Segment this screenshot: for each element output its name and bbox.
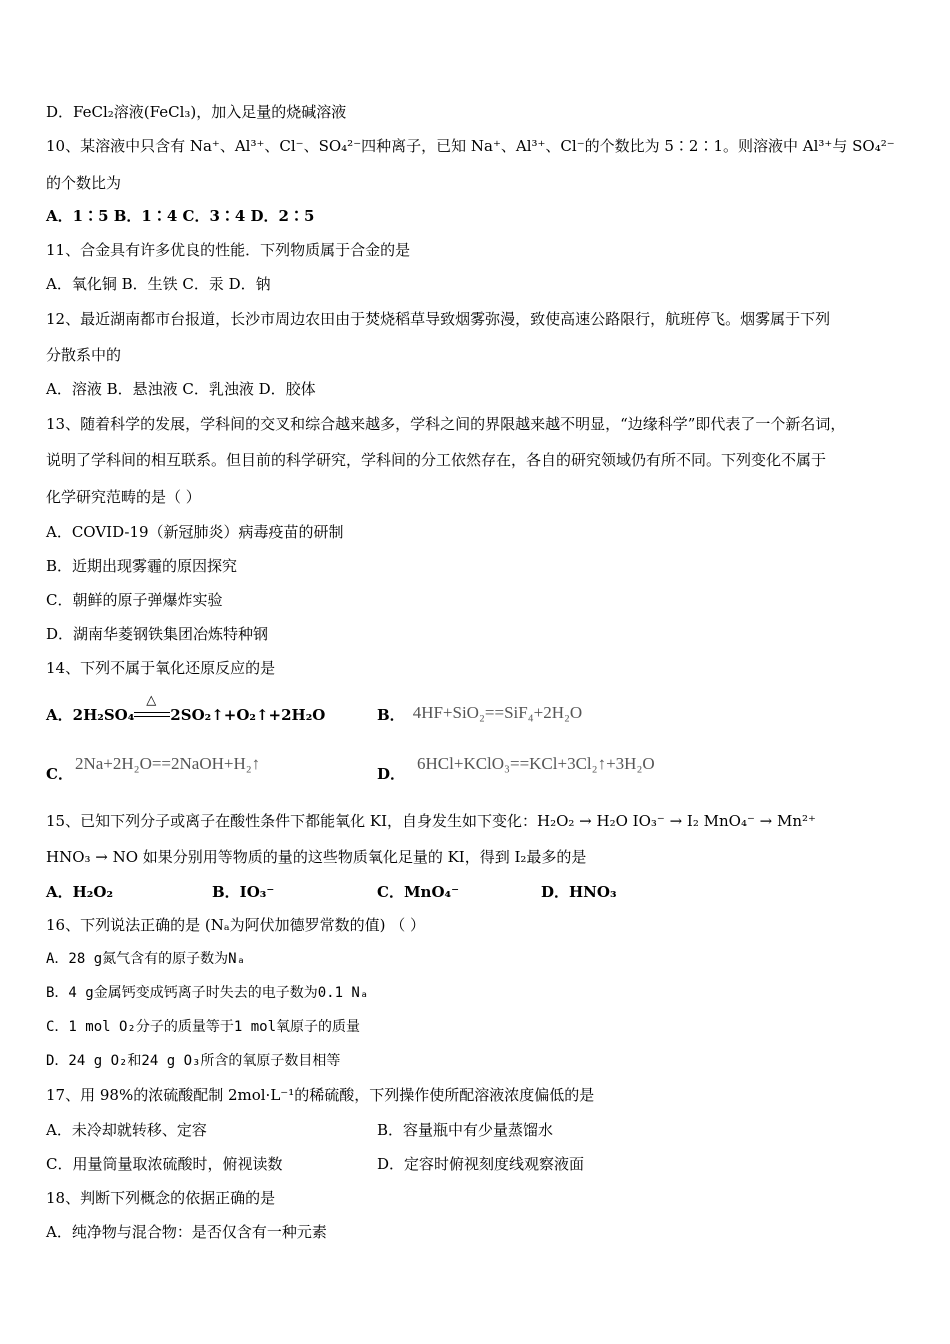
q17-option-d: D．定容时俯视刻度线观察液面 xyxy=(377,1155,585,1173)
q14-option-b xyxy=(377,705,582,725)
q14-option-b-label: B． xyxy=(377,706,405,724)
q13-stem-line3: 化学研究范畴的是（ ） xyxy=(46,488,201,506)
q14-option-d xyxy=(377,754,655,784)
double-line-icon xyxy=(134,712,170,717)
q13-option-a: A．COVID-19（新冠肺炎）病毒疫苗的研制 xyxy=(46,523,344,541)
q17-option-a: A．未冷却就转移、定容 xyxy=(46,1121,207,1139)
q14-option-c-label: C． xyxy=(46,765,73,783)
q15-stem-line2: HNO₃ → NO 如果分别用等物质的量的这些物质氧化足量的 KI，得到 I₂最多的是 xyxy=(46,848,587,866)
q14-option-a-reactant: 2H₂SO₄ xyxy=(72,706,135,724)
q13-option-b: B．近期出现雾霾的原因探究 xyxy=(46,557,238,575)
heat-condition-sign xyxy=(134,693,170,725)
q11-stem: 11、合金具有许多优良的性能．下列物质属于合金的是 xyxy=(46,241,411,259)
q14-option-a-label: A． xyxy=(46,706,73,724)
q15-option-a: A．H₂O₂ xyxy=(46,883,114,901)
q13-stem-line2: 说明了学科间的相互联系。但目前的科学研究，学科间的分工依然存在，各自的研究领域仍有所不同。下列变化不属于 xyxy=(46,451,827,469)
q14-option-c-equation: 2Na+2H₂O==2NaOH+H₂↑ xyxy=(74,754,261,773)
q16-option-a: A．28 g氮气含有的原子数为Nₐ xyxy=(46,951,246,967)
q14-option-a-product: 2SO₂↑+O₂↑+2H₂O xyxy=(170,706,326,724)
q16-option-c: C．1 mol O₂分子的质量等于1 mol氧原子的质量 xyxy=(46,1019,361,1035)
q16-option-b: B．4 g金属钙变成钙离子时失去的电子数为0.1 Nₐ xyxy=(46,985,369,1001)
q9-option-d: D．FeCl₂溶液(FeCl₃)，加入足量的烧碱溶液 xyxy=(46,103,347,121)
q13-option-c: C．朝鲜的原子弹爆炸实验 xyxy=(46,591,223,609)
q17-option-c: C．用量筒量取浓硫酸时，俯视读数 xyxy=(46,1155,283,1173)
q14-option-d-label: D． xyxy=(377,765,406,783)
q14-option-c xyxy=(46,754,261,784)
q15-option-c: C．MnO₄⁻ xyxy=(377,883,460,901)
q13-option-d: D．湖南华菱钢铁集团冶炼特种钢 xyxy=(46,625,269,643)
q10-stem-line1: 10、某溶液中只含有 Na⁺、Al³⁺、Cl⁻、SO₄²⁻四种离子，已知 Na⁺、Al³⁺、Cl⁻的个数比为 5∶2∶1。则溶液中 Al³⁺与 SO₄²⁻ xyxy=(46,137,895,155)
q14-option-a xyxy=(46,693,326,725)
q14-option-b-equation: 4HF+SiO₂==SiF₄+2H₂O xyxy=(412,703,583,722)
q11-options: A．氧化铜 B．生铁 C．汞 D．钠 xyxy=(46,275,271,293)
q13-stem-line1: 13、随着科学的发展，学科间的交叉和综合越来越多，学科之间的界限越来越不明显，“边缘科学”即代表了一个新名词， xyxy=(46,415,846,433)
q12-stem-line1: 12、最近湖南都市台报道，长沙市周边农田由于焚烧稻草导致烟雾弥漫，致使高速公路限行，航班停飞。烟雾属于下列 xyxy=(46,310,831,328)
q10-options: A．1∶5 B．1∶4 C．3∶4 D．2∶5 xyxy=(46,207,315,225)
q17-option-b: B．容量瓶中有少量蒸馏水 xyxy=(377,1121,554,1139)
q18-stem: 18、判断下列概念的依据正确的是 xyxy=(46,1189,276,1207)
q14-option-d-equation: 6HCl+KClO₃==KCl+3Cl₂↑+3H₂O xyxy=(417,754,655,773)
q16-option-d: D．24 g O₂和24 g O₃所含的氧原子数目相等 xyxy=(46,1053,341,1069)
q15-option-d: D．HNO₃ xyxy=(541,883,617,901)
q17-stem: 17、用 98%的浓硫酸配制 2mol·L⁻¹的稀硫酸，下列操作使所配溶液浓度偏低的是 xyxy=(46,1086,595,1104)
q15-option-b: B．IO₃⁻ xyxy=(212,883,275,901)
q15-stem-line1: 15、已知下列分子或离子在酸性条件下都能氧化 KI，自身发生如下变化：H₂O₂ → H₂O IO₃⁻ → I₂ MnO₄⁻ → Mn²⁺ xyxy=(46,812,816,830)
q16-stem: 16、下列说法正确的是 (Nₐ为阿伏加德罗常数的值) （ ） xyxy=(46,916,426,934)
q10-stem-line2: 的个数比为 xyxy=(46,174,122,192)
q12-options: A．溶液 B．悬浊液 C．乳浊液 D．胶体 xyxy=(46,380,316,398)
q12-stem-line2: 分散系中的 xyxy=(46,346,122,364)
heat-triangle-icon: △ xyxy=(146,693,157,708)
q18-option-a: A．纯净物与混合物：是否仅含有一种元素 xyxy=(46,1223,327,1241)
q14-stem: 14、下列不属于氧化还原反应的是 xyxy=(46,659,276,677)
